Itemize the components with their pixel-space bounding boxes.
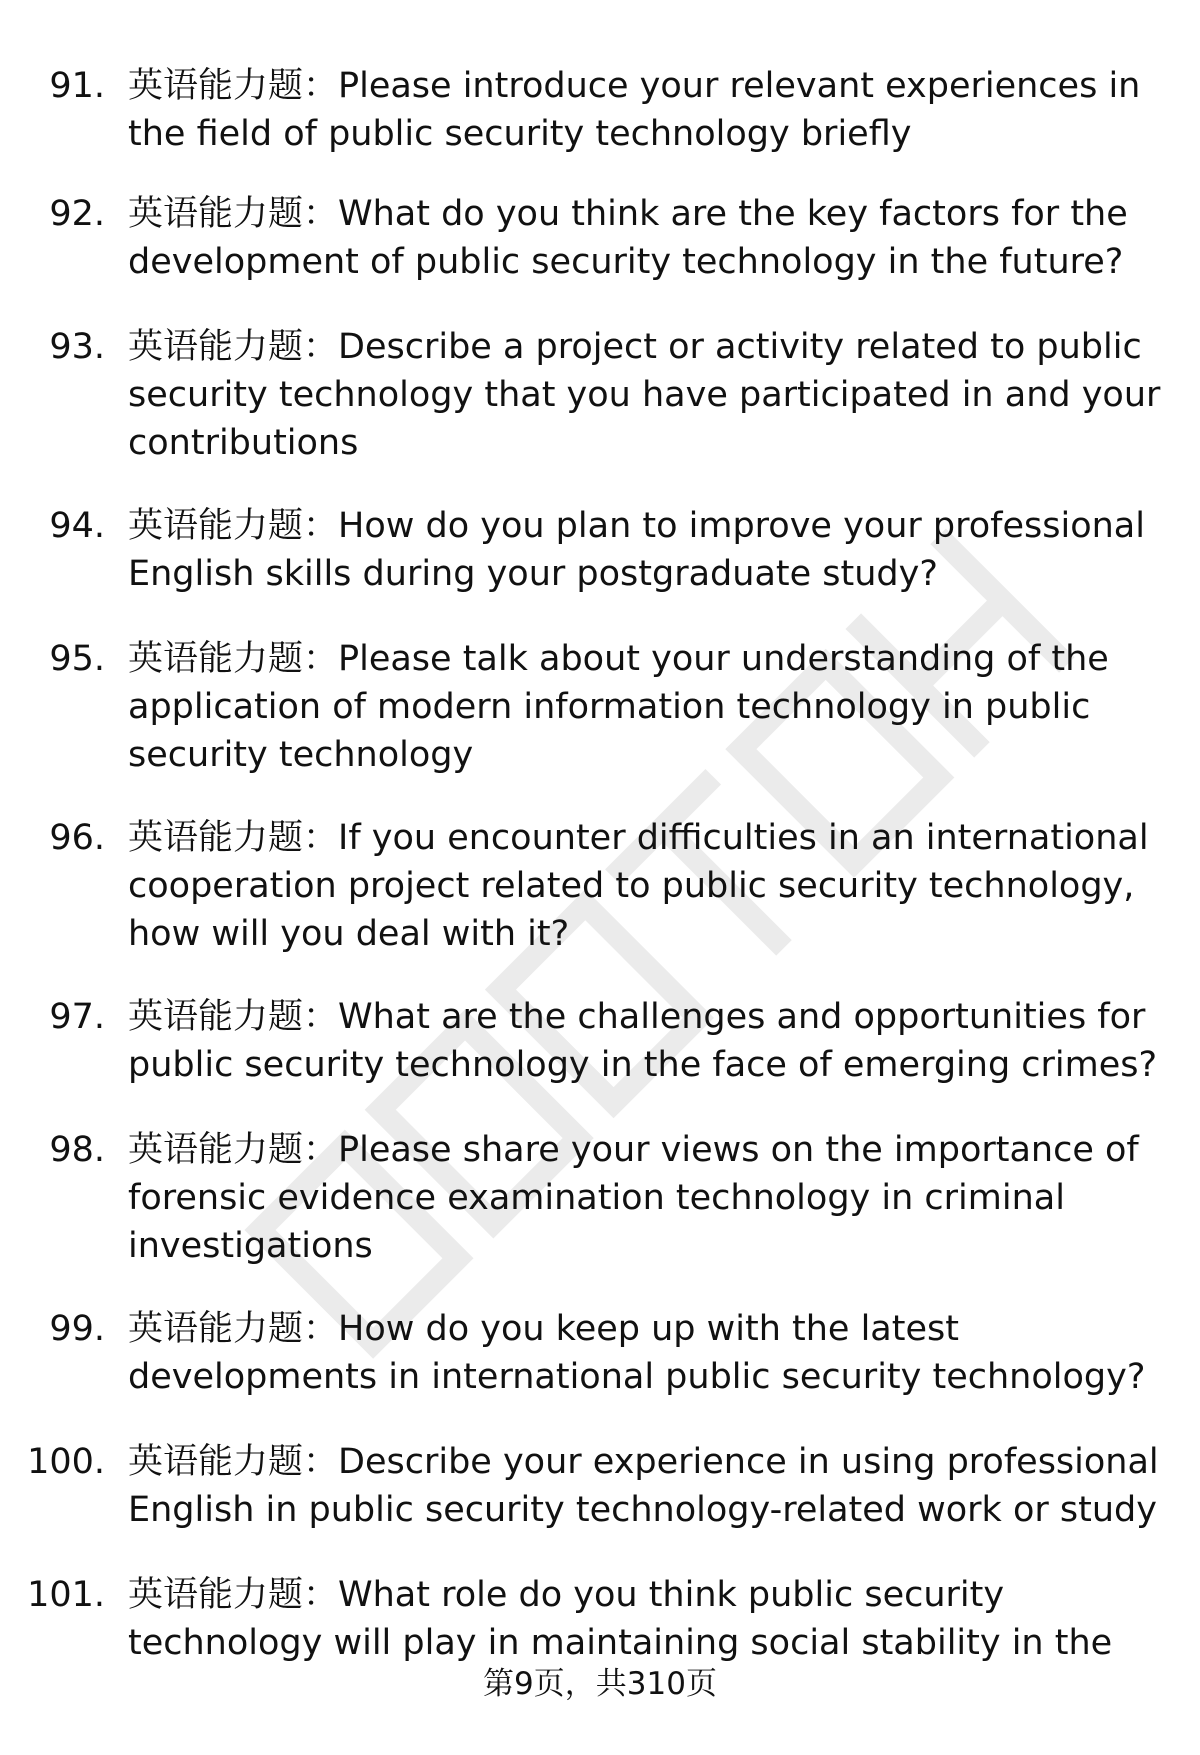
question-line: 英语能力题：What do you think are the key factors for the [128,194,1128,234]
question-line: application of modern information technology in public [128,687,1091,727]
question-line: public security technology in the face of emerging crimes? [128,1045,1158,1085]
question-text [128,1438,1168,1534]
page-footer: 第9页，共310页 [483,1666,717,1702]
question-line: security technology [128,735,474,775]
question-line: security technology that you have participated in and your [128,375,1161,415]
question-line: 英语能力题：If you encounter difficulties in an international [128,818,1149,858]
question-line: 英语能力题：Describe a project or activity related to public [128,327,1142,367]
question-text [128,1126,1168,1270]
question-line: English skills during your postgraduate study? [128,554,938,594]
question-line: 英语能力题：How do you plan to improve your professional [128,506,1145,546]
question-line: 英语能力题：What are the challenges and opportunities for [128,997,1146,1037]
question-line: technology will play in maintaining social stability in the [128,1623,1113,1663]
question-number: 94. [49,506,105,546]
question-number: 97. [49,997,105,1037]
question-line: 英语能力题：What role do you think public security [128,1575,1005,1615]
question-line: investigations [128,1226,373,1266]
question-line: 英语能力题：Describe your experience in using professional [128,1442,1159,1482]
question-number: 95. [49,639,105,679]
question-text [128,635,1168,779]
question-line: how will you deal with it? [128,914,570,954]
question-number: 96. [49,818,105,858]
question-line: cooperation project related to public security technology, [128,866,1135,906]
question-number: 100. [27,1442,105,1482]
question-number: 99. [49,1309,105,1349]
question-text [128,1305,1168,1401]
question-line: 英语能力题：Please share your views on the importance of [128,1130,1139,1170]
question-number: 93. [49,327,105,367]
question-line: forensic evidence examination technology in criminal [128,1178,1065,1218]
question-line: the field of public security technology briefly [128,114,912,154]
question-line: 英语能力题：How do you keep up with the latest [128,1309,959,1349]
question-line: 英语能力题：Please talk about your understanding of the [128,639,1109,679]
question-text [128,814,1168,958]
question-number: 92. [49,194,105,234]
question-text [128,1571,1168,1667]
question-line: development of public security technology in the future? [128,242,1124,282]
question-number: 101. [27,1575,105,1615]
question-line: 英语能力题：Please introduce your relevant experiences in [128,66,1141,106]
question-number: 98. [49,1130,105,1170]
question-text [128,323,1168,467]
question-text [128,502,1168,598]
question-text [128,62,1168,158]
question-text [128,993,1168,1089]
question-number: 91. [49,66,105,106]
question-line: English in public security technology-related work or study [128,1490,1157,1530]
question-text [128,190,1168,286]
question-line: contributions [128,423,359,463]
question-line: developments in international public security technology? [128,1357,1146,1397]
